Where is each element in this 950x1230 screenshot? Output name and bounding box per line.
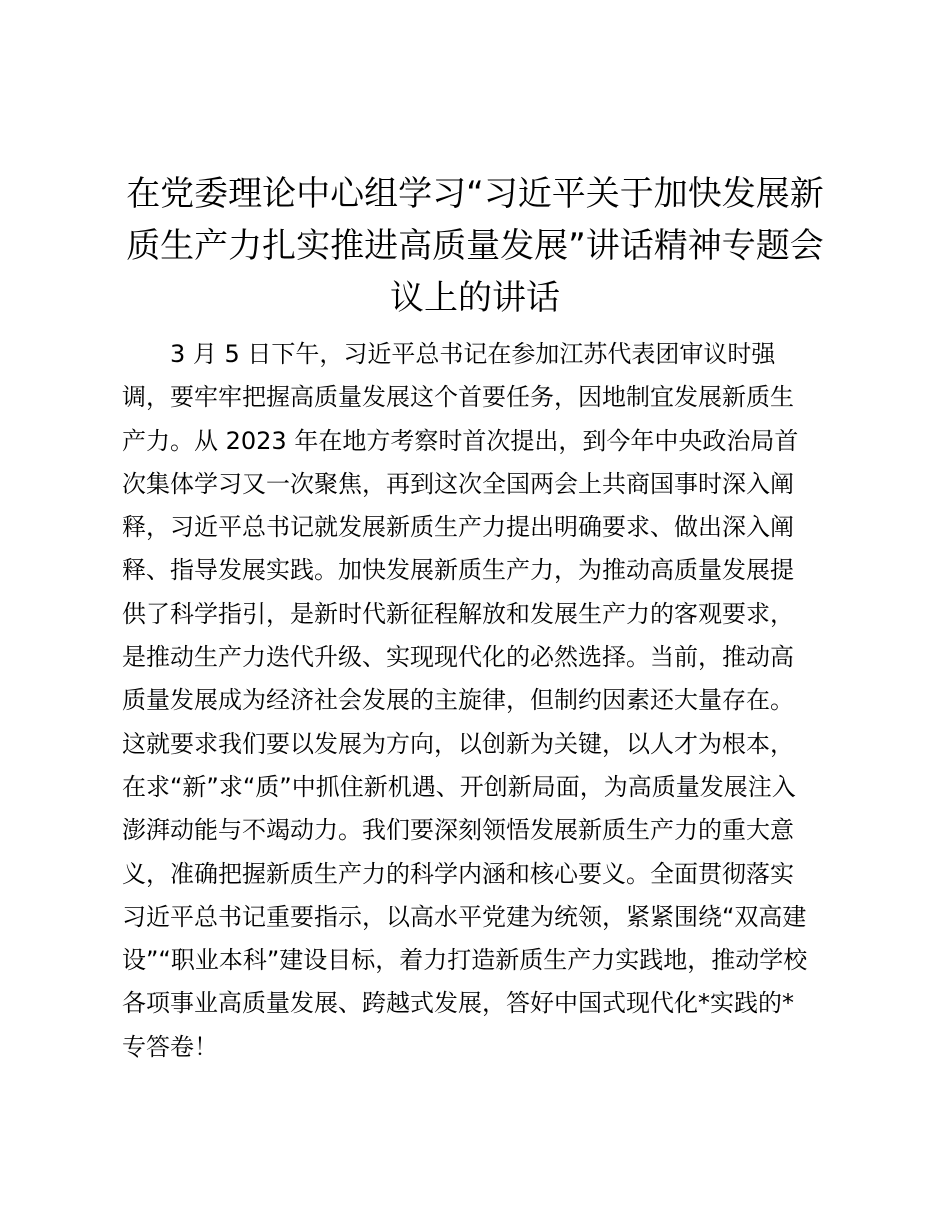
body-line: 质量发展成为经济社会发展的主旋律，但制约因素还大量存在。 [122,686,794,715]
title-line-3: 议上的讲话 [390,278,560,318]
body-line: 各项事业高质量发展、跨越式发展，答好中国式现代化*实践的* [122,989,794,1018]
body-line: 是推动生产力迭代升级、实现现代化的必然选择。当前，推动高 [122,643,794,672]
body-line: 释，习近平总书记就发展新质生产力提出明确要求、做出深入阐 [122,513,794,542]
body-line: 释、指导发展实践。加快发展新质生产力，为推动高质量发展提 [122,556,794,585]
body-line: 习近平总书记重要指示，以高水平党建为统领，紧紧围绕“双高建 [122,902,807,931]
body-paragraph [122,333,842,1069]
document-title [0,168,950,324]
body-line: 设”“职业本科”建设目标，着力打造新质生产力实践地，推动学校 [122,946,808,975]
body-line: 产力。从 2023 年在地方考察时首次提出，到今年中央政治局首 [122,426,799,455]
body-line: 调，要牢牢把握高质量发展这个首要任务，因地制宜发展新质生 [122,383,794,412]
body-line: 次集体学习又一次聚焦，再到这次全国两会上共商国事时深入阐 [122,469,794,498]
body-line: 这就要求我们要以发展为方向，以创新为关键，以人才为根本， [122,729,794,758]
title-line-2: 质生产力扎实推进高质量发展”讲话精神专题会 [126,226,824,266]
body-line: 供了科学指引，是新时代新征程解放和发展生产力的客观要求， [122,599,794,628]
body-line: 义，准确把握新质生产力的科学内涵和核心要义。全面贯彻落实 [122,859,794,888]
title-line-1: 在党委理论中心组学习“习近平关于加快发展新 [126,174,824,214]
body-line: 3 月 5 日下午，习近平总书记在参加江苏代表团审议时强 [122,340,776,368]
body-line: 专答卷！ [122,1032,218,1061]
body-line: 在求“新”求“质”中抓住新机遇、开创新局面，为高质量发展注入 [122,772,796,801]
body-line: 澎湃动能与不竭动力。我们要深刻领悟发展新质生产力的重大意 [122,816,794,845]
